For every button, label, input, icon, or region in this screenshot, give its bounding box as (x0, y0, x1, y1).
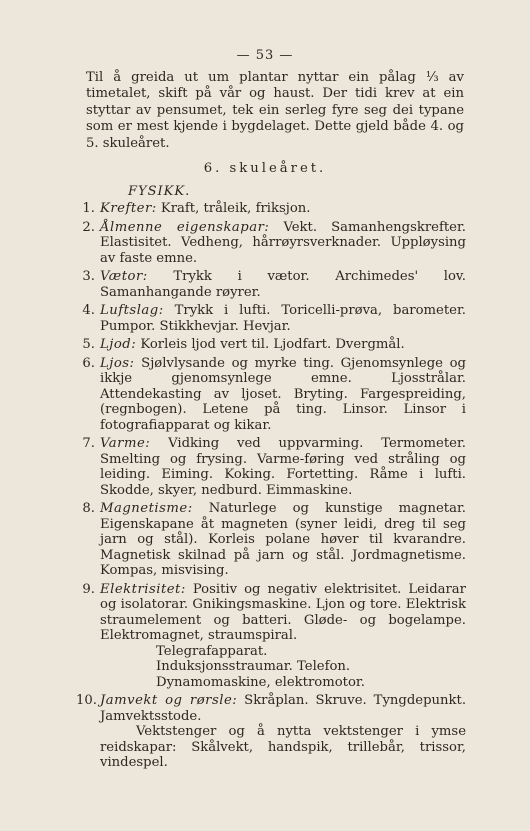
list-item (76, 582, 466, 691)
topic-list (76, 201, 466, 774)
item-title: Luftslag: (100, 303, 164, 318)
item-text: Skråplan. Skruve. Tyngdepunkt. Jamvektsstode. (100, 693, 467, 724)
section-heading: 6. skuleåret. (203, 161, 327, 176)
list-item (76, 220, 466, 267)
list-item (76, 436, 466, 498)
list-item (76, 337, 466, 353)
page-number: — 53 — (236, 48, 294, 63)
item-text: Trykk i lufti. Toricelli-prøva, barometer. Pumpor. Stikkhevjar. Hevjar. (100, 303, 467, 334)
item-number: 2. (82, 219, 95, 235)
item-text: Naturlege og kunstige magnetar. Eigenskapane åt magneten (syner leidi, dreg til seg jarn og stål). Korleis polane høver til kvarandre. Magnetisk skilnad på jarn og stål. Jordmagnetisme. Kompas, misvising. (100, 501, 466, 578)
item-title: Krefter: (100, 201, 157, 216)
sub-line: Induksjonsstraumar. Telefon. (156, 659, 351, 674)
item-title: Magnetisme: (100, 501, 193, 516)
list-item (76, 693, 466, 771)
item-paragraph: Vektstenger og å nytta vektstenger i ymse reidskapar: Skålvekt, handspik, trillebår, trissor, vindespel. (100, 724, 466, 770)
item-text: Sjølvlysande og myrke ting. Gjenomsynlege og ikkje gjenomsynlege emne. Ljosstrålar. Attendekasting av ljoset. Bryting. Fargespreiding, (regnbogen). Letene på ting. Linsor. Linsor i fotografiapparat og kikar. (100, 355, 466, 433)
item-number: 9. (82, 581, 95, 597)
item-number: 7. (82, 436, 95, 451)
sub-line: Dynamomaskine, elektromotor. (156, 674, 365, 690)
list-item (76, 303, 466, 334)
item-text: Korleis ljod vert til. Ljodfart. Dvergmål. (140, 337, 405, 352)
item-title: Varme: (100, 436, 151, 451)
item-number: 5. (82, 337, 95, 352)
item-title: Vætor: (100, 269, 148, 284)
item-title: Elektrisitet: (100, 581, 186, 597)
item-title: Ljod: (100, 337, 137, 352)
intro-paragraph: Til å greida ut um plantar nyttar ein pålag ⅓ av timetalet, skift på vår og haust. Der tidi krev at ein styttar av pensumet, tek ein serleg fyre seg dei typane som er mest kjende i bygdelaget. Dette gjeld både 4. og 5. skuleåret. (86, 70, 464, 151)
item-number: 8. (82, 501, 95, 516)
list-item (76, 501, 466, 579)
item-text: Positiv og negativ elektrisitet. Leidarar og isolatorar. Gnikingsmaskine. Ljon og tore. Elektrisk straumelement og batteri. Gløde- og bogelampe. Elektromagnet, straumspiral. (100, 581, 466, 643)
item-title: Ålmenne eigenskapar: (100, 219, 270, 235)
sub-line: Telegrafapparat. (156, 643, 268, 659)
subject-heading: FYSIKK. (128, 184, 191, 199)
sub-lines (100, 644, 466, 691)
list-item (76, 269, 466, 300)
item-number: 3. (82, 269, 95, 284)
item-text: Trykk i vætor. Archimedes' lov. Samanhangande røyrer. (100, 269, 466, 300)
item-number: 4. (82, 303, 95, 318)
item-text: Vidking ved uppvarming. Termometer. Smelting og frysing. Varme-føring ved stråling og leiding. Eiming. Koking. Fortetting. Råme i lufti. Skodde, skyer, nedburd. Eimmaskine. (100, 436, 466, 498)
item-title: Ljos: (100, 355, 135, 371)
item-text: Vekt. Samanhengskrefter. Elastisitet. Vedheng, hårrøyrsverknader. Uppløysing av faste emne. (100, 219, 466, 266)
item-text: Kraft, tråleik, friksjon. (160, 201, 311, 216)
list-item (76, 356, 466, 434)
item-number: 10. (76, 693, 97, 708)
item-title: Jamvekt og rørsle: (100, 693, 238, 708)
item-number: 6. (82, 355, 95, 371)
list-item (76, 201, 466, 217)
item-number: 1. (82, 201, 95, 216)
